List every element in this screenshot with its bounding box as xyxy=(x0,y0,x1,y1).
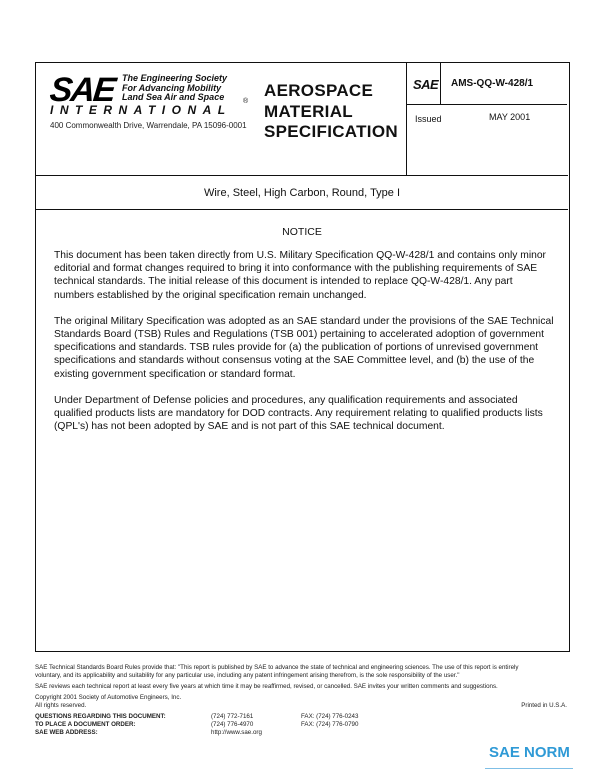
spec-title-line: SPECIFICATION xyxy=(264,122,398,141)
notice-heading: NOTICE xyxy=(282,226,322,238)
notice-paragraph: The original Military Specification was adopted as an SAE standard under the provisions of the SAE Technical Standards Board (TSB) Rules and Regulations (TSB 001) pertaining to accelerated adoption of government specifications and standards. TSB rules provide for (a) the publication of portions of unrevised government specifications and standards without consensus voting at the SAE Committee level, and (b) the use of the existing government specification or standard format. xyxy=(54,315,554,380)
spec-title-line: AEROSPACE xyxy=(264,81,374,100)
watermark-underline xyxy=(485,768,573,771)
contact-fax: FAX: (724) 776-0790 xyxy=(301,721,359,728)
sae-norm-text: SAE NORM xyxy=(489,744,570,761)
specification-frame xyxy=(35,62,570,652)
sae-logo: SAE xyxy=(48,71,116,109)
small-sae-logo: SAE xyxy=(413,77,439,92)
cell-divider xyxy=(440,63,441,105)
web-address-link[interactable]: http://www.sae.org xyxy=(211,729,262,736)
contact-label: QUESTIONS REGARDING THIS DOCUMENT: xyxy=(35,713,166,720)
notice-body xyxy=(54,249,554,446)
society-tagline xyxy=(122,74,227,103)
international-wordmark: INTERNATIONAL xyxy=(50,103,232,117)
contact-row xyxy=(35,713,575,721)
review-notice: SAE reviews each technical report at least every five years at which time it may be reaffirmed, revised, or cancelled. SAE invites your written comments and suggestions. xyxy=(35,683,498,690)
copyright-line: Copyright 2001 Society of Automotive Engineers, Inc. xyxy=(35,694,182,701)
tsb-notice-line: SAE Technical Standards Board Rules provide that: "This report is published by SAE to advance the state of technical and engineering sciences. The use of this report is entirely xyxy=(35,664,519,671)
document-title: Wire, Steel, High Carbon, Round, Type I xyxy=(36,176,568,210)
contact-fax: FAX: (724) 776-0243 xyxy=(301,713,359,720)
contact-row xyxy=(35,729,575,737)
spec-type-title xyxy=(264,81,398,143)
society-line: For Advancing Mobility xyxy=(122,82,222,93)
rights-reserved: All rights reserved. xyxy=(35,702,87,709)
spec-type-block xyxy=(256,63,406,176)
contact-label: TO PLACE A DOCUMENT ORDER: xyxy=(35,721,136,728)
document-header xyxy=(36,63,568,176)
issued-date: MAY 2001 xyxy=(489,112,531,122)
tsb-notice-line: voluntary, and its applicability and suitability for any particular use, including any patent infringement arising therefrom, is the sole responsibility of the user." xyxy=(35,672,460,679)
notice-paragraph: This document has been taken directly from U.S. Military Specification QQ-W-428/1 and contains only minor editorial and format changes required to bring it into conformance with the publishing requirements of SAE technical standards. The initial release of this document is intended to replace QQ-W-428/1. Any part numbers established by the original specification remain unchanged. xyxy=(54,250,546,301)
spec-title-line: MATERIAL xyxy=(264,101,353,121)
contact-row xyxy=(35,721,575,729)
rights-row xyxy=(35,702,575,710)
registered-mark: ® xyxy=(243,98,249,105)
sae-branding-block xyxy=(36,63,256,176)
doc-number-cell xyxy=(407,63,567,105)
contact-label: SAE WEB ADDRESS: xyxy=(35,729,98,736)
doc-id-block xyxy=(406,63,568,176)
contact-phone: (724) 772-7161 xyxy=(211,713,254,720)
sae-address: 400 Commonwealth Drive, Warrendale, PA 15096-0001 xyxy=(50,121,247,130)
document-number: AMS-QQ-W-428/1 xyxy=(451,78,534,89)
printed-in: Printed in U.S.A. xyxy=(521,702,567,709)
notice-paragraph: Under Department of Defense policies and procedures, any qualification requirements and associated qualified products lists are mandatory for DOD contracts. Any requirement relating to qualified products lists (QPL's) has not been adopted by SAE and is not part of this SAE technical document. xyxy=(54,394,543,433)
contact-phone: (724) 776-4970 xyxy=(211,721,254,728)
society-line: Land Sea Air and Space xyxy=(122,92,225,102)
sae-norm-watermark xyxy=(485,744,570,762)
issued-label: Issued xyxy=(415,114,442,124)
society-line: The Engineering Society xyxy=(122,73,228,83)
document-footer xyxy=(35,664,575,737)
